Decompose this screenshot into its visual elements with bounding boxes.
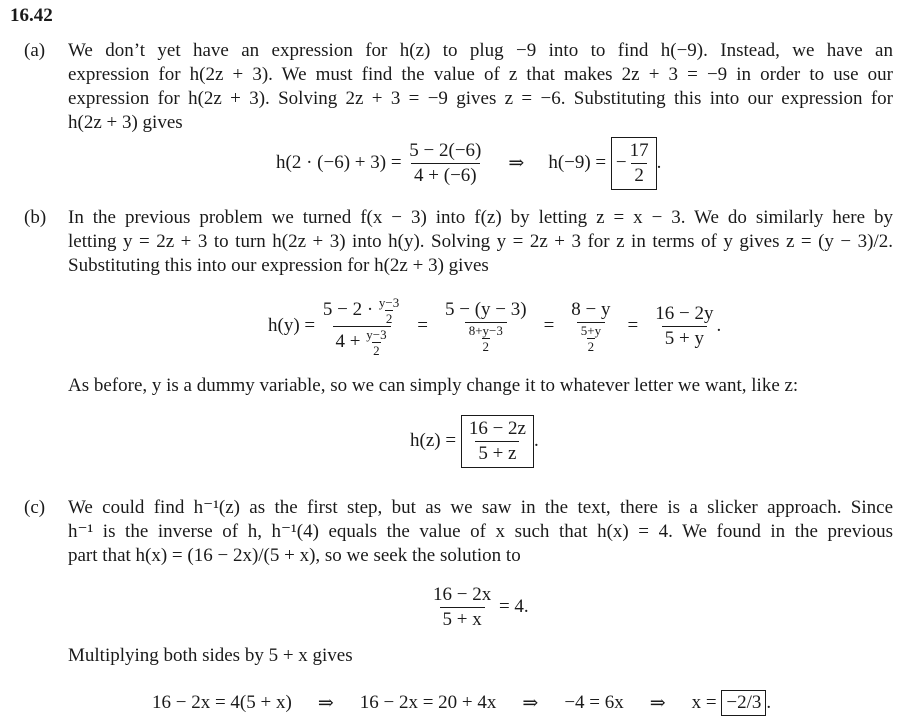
part-c-chain-arrow-1: ⇒ [317,692,334,714]
part-a-eq-mid: h(−9) = [548,152,607,173]
part-c-line-2: h⁻¹ is the inverse of h, h⁻¹(4) equals the value of x such that h(x) = 4. We found in the previous [68,521,893,542]
part-c-fraction [430,583,494,632]
part-a-answer-fraction [627,139,652,188]
part-b-f2-den [465,322,507,354]
part-b-fraction-2 [442,298,530,354]
part-a-equation [276,138,661,188]
part-b-label: (b) [24,207,47,228]
part-c-answer-end: . [766,692,772,713]
part-c-fraction-den: 5 + x [440,607,485,632]
part-b-f1-num-text: 5 − 2 · [322,299,374,320]
part-a-line-2: expression for h(2z + 3). We must find the value of z that makes 2z + 3 = −9 in order to use our [68,64,893,85]
part-b-equals-2: = [543,315,555,336]
part-a-answer-den: 2 [631,163,647,188]
part-c-chain-step-1: 16 − 2x = 4(5 + x) [152,692,292,713]
part-a-text [68,39,893,135]
part-b-equals-3: = [627,315,639,336]
part-b-fraction-1 [320,295,403,358]
part-b-f1-den-frac-d: 2 [373,342,380,358]
part-a-fraction-num: 5 − 2(−6) [409,139,482,161]
part-c-line-3: part that h(x) = (16 − 2x)/(5 + x), so we seek the solution to [68,545,521,566]
part-b-line-4: As before, y is a dummy variable, so we can simply change it to whatever letter we want, like z: [68,375,799,396]
part-b-result-end: . [533,430,539,451]
part-b-f1-num [320,295,403,326]
part-b-f1-num-frac-n: y−3 [378,294,400,310]
part-c-answer-box: −2/3 [721,690,766,716]
part-a-fraction-den: 4 + (−6) [411,163,480,188]
part-b-f1-den-frac-n: y−3 [366,326,387,342]
part-b-f2-den-frac [468,323,504,354]
part-b-f3-den-frac [580,323,602,354]
part-b-equals-1: = [417,315,428,336]
part-b-f1-den-text: 4 + [335,331,361,352]
part-a-line-3: expression for h(2z + 3). Solving 2z + 3 = −9 gives z = −6. Substituting this into our expression for [68,88,893,109]
part-b-eq-end: . [716,315,722,336]
part-b-eq-lhs: h(y) = [268,315,316,336]
part-c-chain-step-2: 16 − 2x = 20 + 4x [359,692,497,713]
part-a-answer-box [611,137,657,190]
part-a-fraction [406,139,484,188]
problem-number: 16.42 [10,5,53,26]
part-b-f1-den-frac [365,327,387,358]
part-b-line-1: In the previous problem we turned f(x − 3) into f(z) by letting z = x − 3. We do similarly here by [68,207,893,228]
part-b-f1-den [333,326,391,358]
part-b-f3-num: 8 − y [571,299,611,320]
part-b-f4-num: 16 − 2y [655,302,714,324]
part-b-f1-num-frac [378,295,400,326]
part-b-equation [268,292,721,360]
part-a-line-4: h(2z + 3) gives [68,112,183,133]
part-b-f4-den: 5 + y [662,326,707,351]
part-b-f3-den-frac-d: 2 [587,339,595,354]
part-b-f2-num: 5 − (y − 3) [444,299,527,320]
part-b-result-den: 5 + z [475,441,519,466]
part-a-answer-sign: − [615,152,627,173]
part-b-f2-den-frac-n: 8+y−3 [468,323,503,338]
part-c-label: (c) [24,497,46,518]
part-b-text [68,206,893,278]
part-c-text-2 [68,644,893,668]
part-c-equation [430,582,529,632]
part-c-fraction-num: 16 − 2x [433,583,492,605]
part-c-line-1: We could find h⁻¹(z) as the first step, but as we saw in the text, there is a slicker approach. Since [68,497,893,518]
part-c-eq-rhs: = 4. [498,596,529,617]
part-c-chain-step-3: −4 = 6x [564,692,624,713]
part-b-fraction-4 [652,302,716,351]
part-b-fraction-3 [568,298,613,354]
part-b-result-lhs: h(z) = [410,430,457,451]
part-b-f3-den-frac-n: 5+y [580,323,602,338]
part-c-chain-step-4: x = [691,692,717,713]
part-a-eq-lhs: h(2 · (−6) + 3) = [276,152,402,173]
part-a-answer-end: . [656,152,662,173]
part-b-line-2: letting y = 2z + 3 to turn h(2z + 3) into h(y). Solving y = 2z + 3 for z in terms of y gives z = (y − 3)/2. [68,231,893,252]
part-a-label: (a) [24,40,46,61]
part-b-result [410,414,539,468]
part-b-result-fraction [466,417,529,466]
part-b-text-2 [68,374,893,398]
part-a-answer-num: 17 [629,139,649,161]
part-c-chain-arrow-2: ⇒ [522,692,539,714]
part-c-line-4: Multiplying both sides by 5 + x gives [68,645,353,666]
part-a-arrow: ⇒ [508,152,525,174]
part-c-chain [152,688,771,718]
part-b-f2-den-frac-d: 2 [482,339,490,354]
part-a-line-1: We don’t yet have an expression for h(z) to plug −9 into to find h(−9). Instead, we have an [68,40,893,61]
part-c-text [68,496,893,568]
part-b-line-3: Substituting this into our expression for h(2z + 3) gives [68,255,489,276]
part-b-result-num: 16 − 2z [468,417,526,439]
part-b-f3-den [577,322,605,354]
part-c-chain-arrow-3: ⇒ [649,692,666,714]
part-b-f1-num-frac-d: 2 [385,310,393,326]
part-b-result-box [461,415,534,468]
